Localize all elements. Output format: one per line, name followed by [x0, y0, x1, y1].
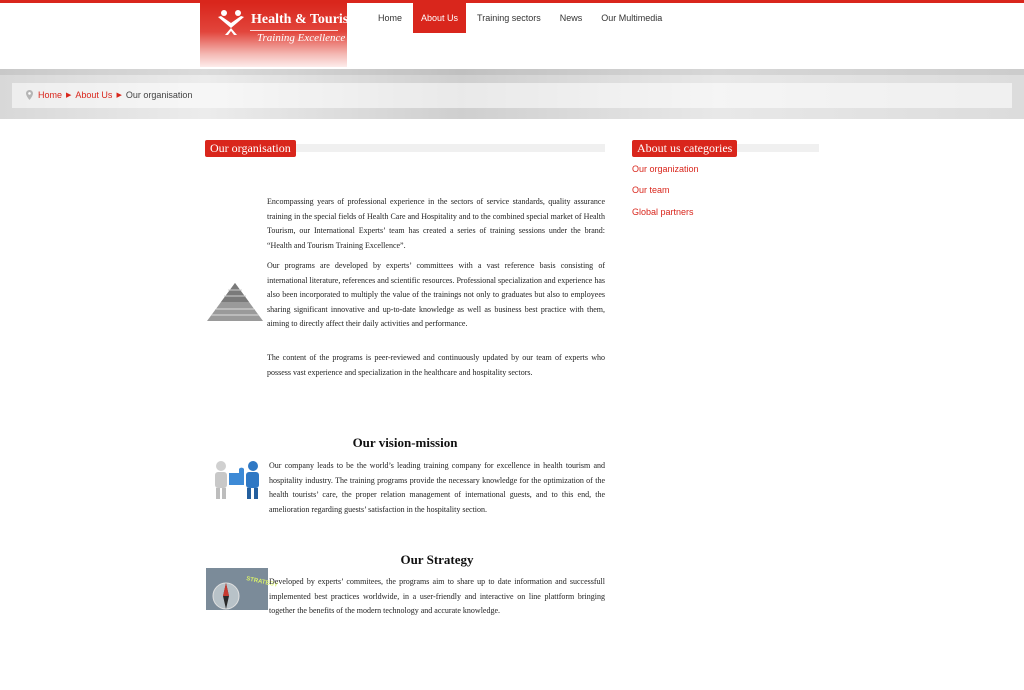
page-banner	[0, 69, 1024, 119]
page-title: Our organisation	[205, 140, 296, 157]
intro-paragraph-1: Encompassing years of professional experience in the sectors of service standards, quality assurance training in the special fields of Health Care and Hospitality and to the combined special market of Health Tourism, our International Experts’ team has created a series of training sessions under the brand: “Health and Tourism Training Excellence”.	[267, 197, 605, 250]
breadcrumb-separator-icon: ▶	[116, 92, 122, 99]
brand-tagline: Training Excellence	[257, 32, 346, 44]
strategy-heading: Our Strategy	[400, 552, 474, 567]
strategy-paragraph: Developed by experts’ commitees, the programs aim to share up to date information and successfull implemented best practices worldwide, in a user-friendly and interactive on line plattform bringing together the benefits of the modern technology and accurate knowledge.	[269, 577, 605, 615]
breadcrumb-current: Our organisation	[125, 90, 193, 100]
nav-news[interactable]: News	[559, 13, 583, 23]
nav-home[interactable]: Home	[378, 13, 403, 23]
site-header	[0, 3, 1024, 67]
intro-paragraph-3: The content of the programs is peer-reviewed and continuously updated by our team of experts who possess vast experience and specialization in the healthcare and hospitality sectors.	[267, 353, 605, 377]
vision-paragraph: Our company leads to be the world’s leading training company for excellence in health tourism and hospitality industry. The training programs provide the necessary knowledge for the optimization of the health tourists’ care, the proper relation management of international guests, and to this end, the amelioration regarding guests’ satisfaction in the hospitality section.	[269, 461, 605, 514]
people-emblem-icon	[216, 8, 246, 36]
brand-divider	[250, 30, 338, 31]
strategy-image-word: STRATEGY	[245, 576, 279, 589]
nav-our-multimedia[interactable]: Our Multimedia	[601, 13, 663, 23]
sidebar-link-global-partners[interactable]: Global partners	[632, 207, 694, 217]
vision-heading: Our vision-mission	[352, 435, 458, 450]
breadcrumb-bar	[12, 83, 1012, 108]
knowledge-pyramid-image	[206, 282, 264, 322]
main-section-header	[205, 140, 605, 156]
location-pin-icon	[26, 90, 33, 100]
puzzle-figures-image	[209, 457, 265, 501]
site-logo[interactable]	[200, 3, 360, 67]
sidebar-link-our-organization[interactable]: Our organization	[632, 164, 699, 174]
sidebar-section-header	[632, 140, 819, 156]
breadcrumb-separator-icon: ▶	[66, 92, 72, 99]
brand-title: Health & Tourism	[251, 12, 360, 27]
breadcrumb-home[interactable]: Home	[38, 90, 63, 100]
banner-shadow	[0, 69, 1024, 75]
breadcrumb	[26, 90, 192, 100]
intro-paragraph-2: Our programs are developed by experts’ committees with a vast reference basis consisting of international literature, references and scientific resources. Professional specialization and experience has also been incorporated to multiply the value of the trainings not only to graduates but also to employees sharing significant innovative and up-to-date knowledge as well as business best practice with them, aiming to directly affect their daily activities and performance.	[267, 261, 605, 328]
main-nav	[370, 3, 670, 33]
breadcrumb-about-us[interactable]: About Us	[75, 90, 113, 100]
sidebar-link-our-team[interactable]: Our team	[632, 185, 670, 195]
sidebar-title: About us categories	[632, 140, 737, 157]
nav-training-sectors[interactable]: Training sectors	[477, 13, 541, 23]
nav-about-us[interactable]: About Us	[413, 3, 466, 33]
strategy-compass-image	[206, 568, 279, 610]
